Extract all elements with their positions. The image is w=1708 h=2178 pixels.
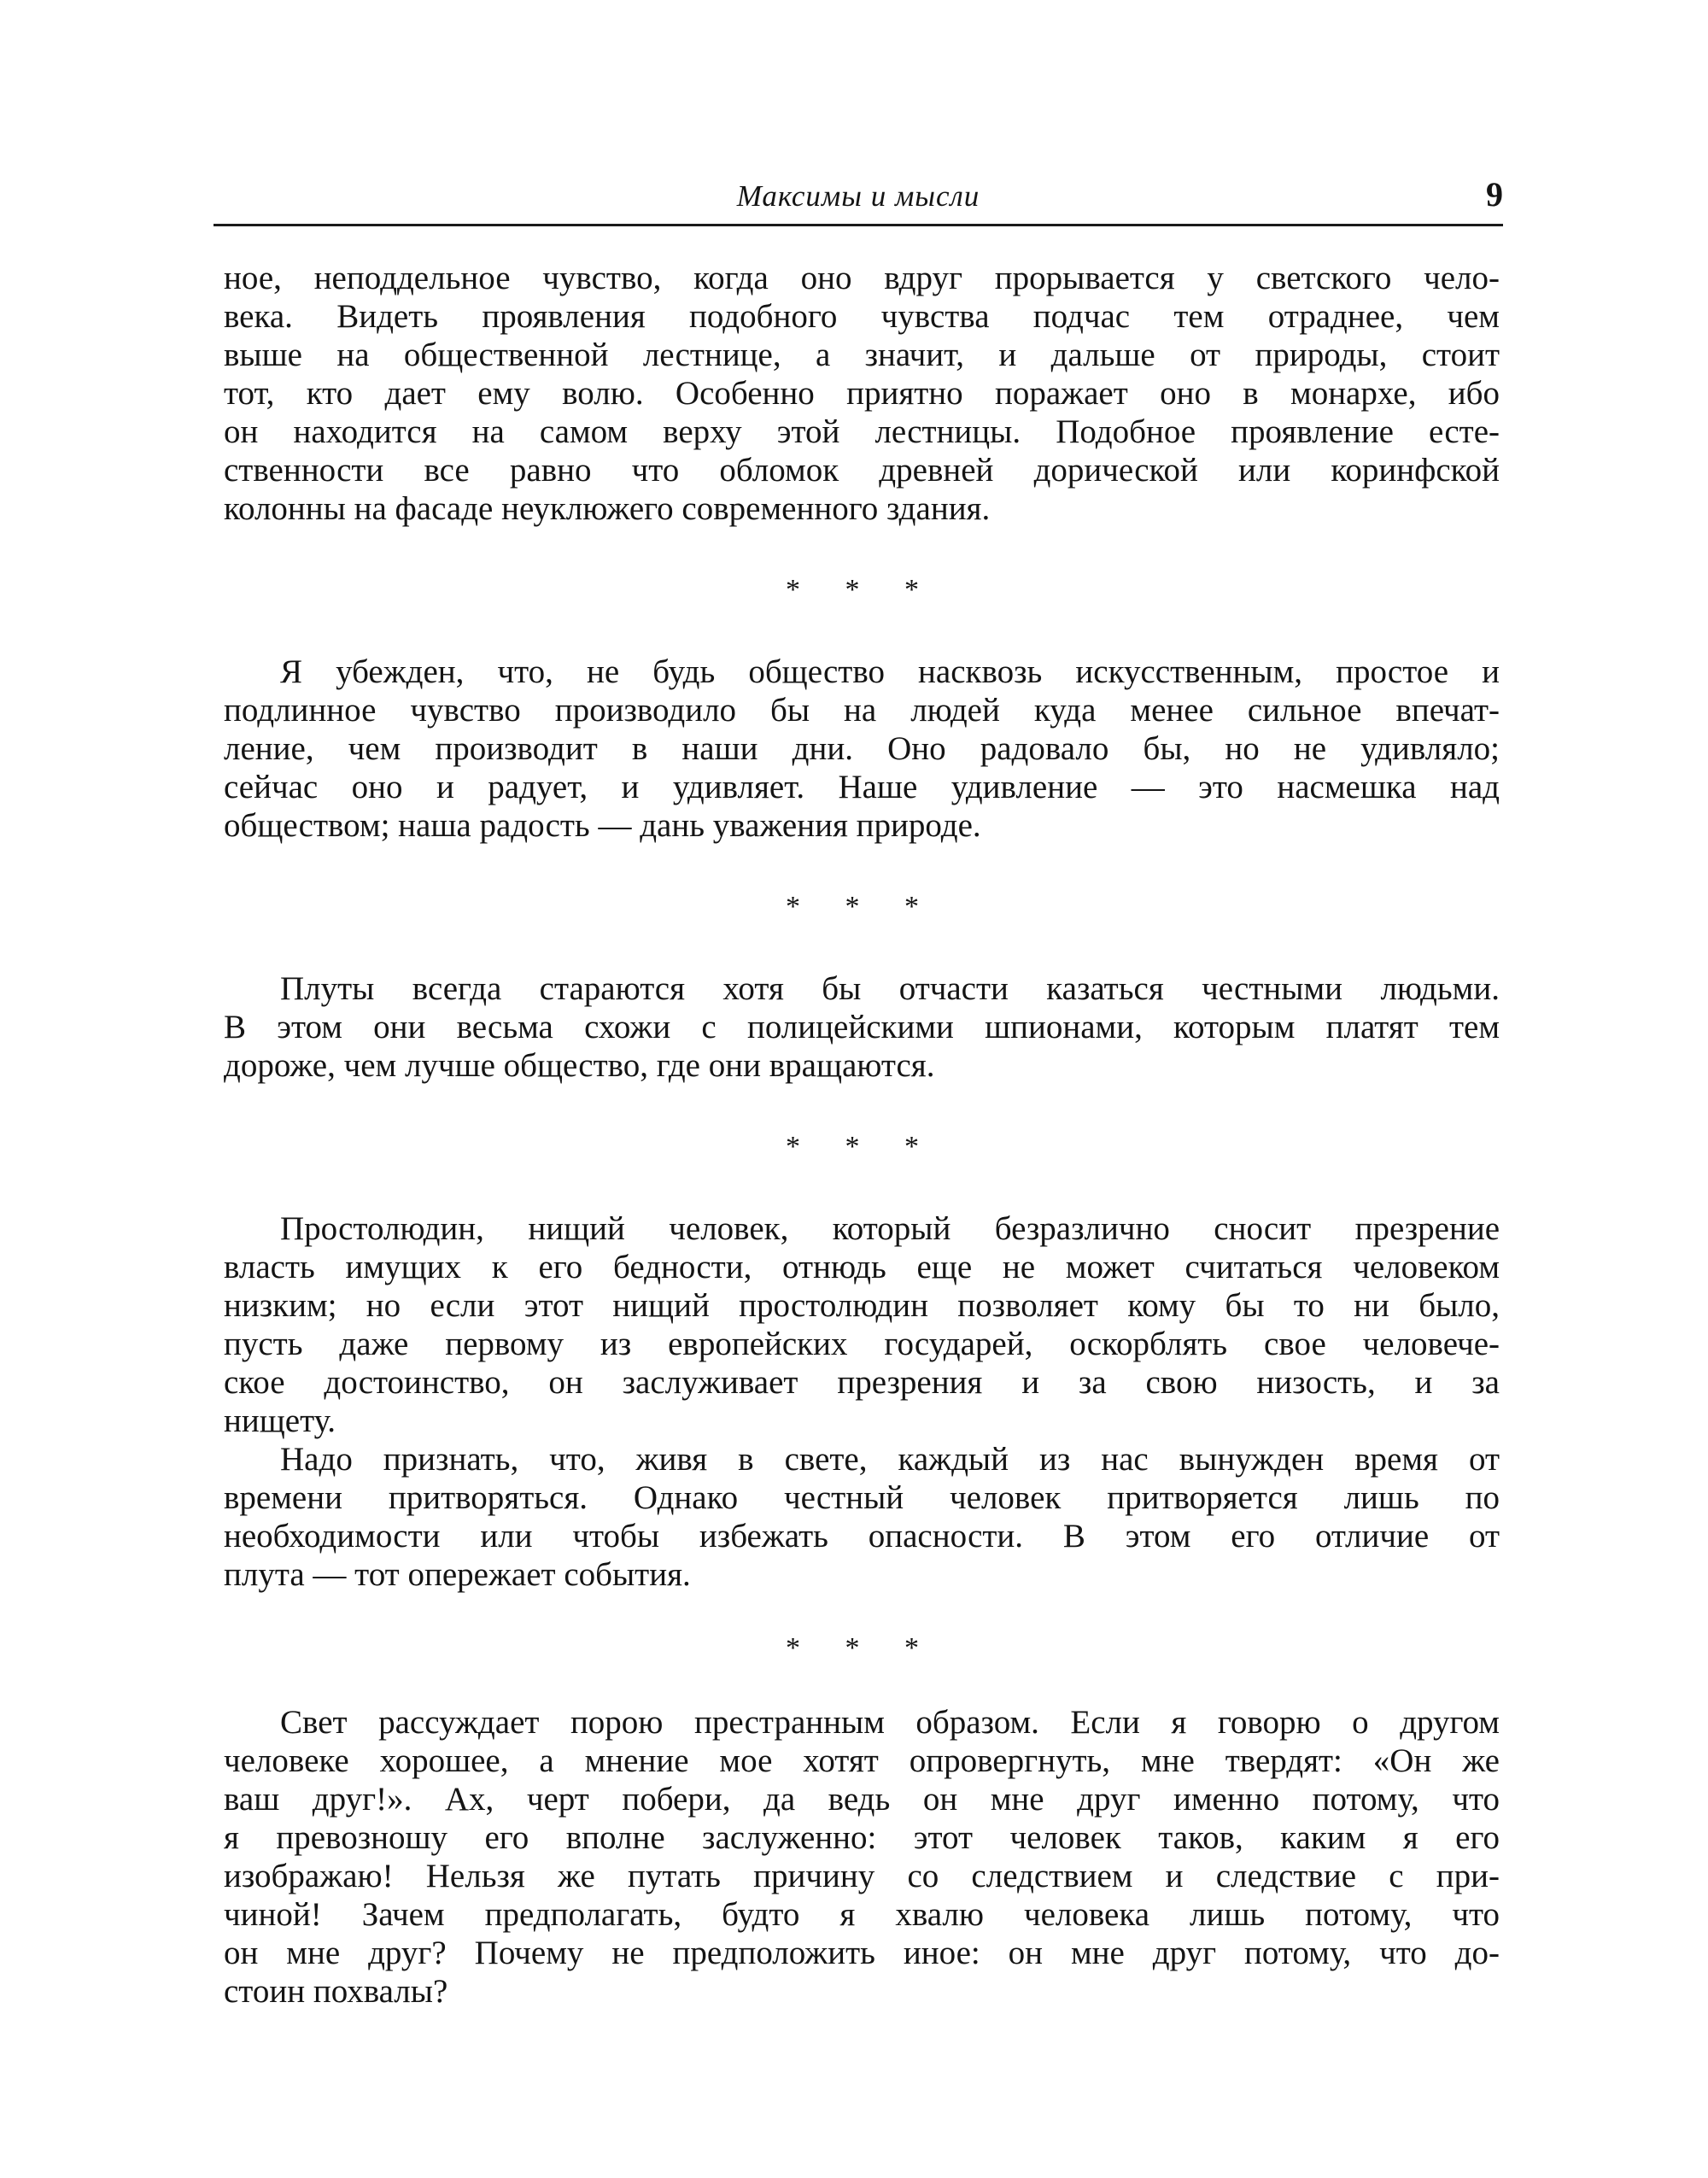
text-line: В этом они весьма схожи с полицейскими шпионами, которым платят тем	[224, 1009, 1500, 1045]
text-line: Простолюдин, нищий человек, который безразлично сносит презрение	[280, 1210, 1500, 1247]
text-line: ское достоинство, он заслуживает презрения и за свою низость, и за	[224, 1364, 1500, 1401]
paragraph	[224, 259, 1500, 528]
text-line: низким; но если этот нищий простолюдин позволяет кому бы то ни было,	[224, 1287, 1500, 1324]
page-number: 9	[1486, 175, 1503, 214]
section-separator: * * *	[786, 891, 938, 922]
text-line: Свет рассуждает порою престранным образом. Если я говорю о другом	[280, 1704, 1500, 1741]
running-header	[214, 171, 1503, 222]
text-line: подлинное чувство производило бы на людей куда менее сильное впечат-	[224, 692, 1500, 729]
text-line: ное, неподдельное чувство, когда оно вдруг прорывается у светского чело-	[224, 260, 1500, 296]
text-line: ственности все равно что обломок древней дорической или коринфской	[224, 452, 1500, 489]
text-line: времени притворяться. Однако честный человек притворяется лишь по	[224, 1479, 1500, 1516]
text-line: дороже, чем лучше общество, где они вращаются.	[224, 1047, 935, 1084]
text-line: он мне друг? Почему не предположить иное: он мне друг потому, что до-	[224, 1935, 1500, 1971]
running-title: Максимы и мысли	[736, 179, 980, 213]
text-line: выше на общественной лестнице, а значит, и дальше от природы, стоит	[224, 337, 1500, 373]
body-text	[224, 259, 1500, 2011]
text-line: плута — тот опережает события.	[224, 1556, 691, 1593]
section-separator: * * *	[786, 574, 938, 606]
paragraph	[224, 1703, 1500, 2011]
text-line: ваш друг!». Ах, черт побери, да ведь он мне друг именно потому, что	[224, 1781, 1500, 1818]
text-line: ление, чем производит в наши дни. Оно радовало бы, но не удивляло;	[224, 730, 1500, 767]
paragraph	[224, 653, 1500, 845]
text-line: я превозношу его вполне заслуженно: этот человек таков, каким я его	[224, 1819, 1500, 1856]
text-line: Плуты всегда стараются хотя бы отчасти казаться честными людьми.	[280, 970, 1500, 1007]
text-line: он находится на самом верху этой лестницы. Подобное проявление есте-	[224, 413, 1500, 450]
text-line: обществом; наша радость — дань уважения природе.	[224, 807, 981, 844]
text-line: человеке хорошее, а мнение мое хотят опровергнуть, мне твердят: «Он же	[224, 1742, 1500, 1779]
paragraph	[224, 969, 1500, 1085]
text-line: тот, кто дает ему волю. Особенно приятно поражает оно в монархе, ибо	[224, 375, 1500, 412]
text-line: стоин похвалы?	[224, 1973, 448, 2010]
text-line: необходимости или чтобы избежать опасности. В этом его отличие от	[224, 1518, 1500, 1554]
paragraph	[224, 1440, 1500, 1594]
text-line: чиной! Зачем предполагать, будто я хвалю человека лишь потому, что	[224, 1896, 1500, 1933]
text-line: пусть даже первому из европейских государей, оскорблять свое человече-	[224, 1326, 1500, 1362]
section-separator: * * *	[786, 1131, 938, 1162]
text-line: нищету.	[224, 1402, 336, 1439]
text-line: сейчас оно и радует, и удивляет. Наше удивление — это насмешка над	[224, 769, 1500, 805]
header-rule	[214, 224, 1503, 226]
text-line: власть имущих к его бедности, отнюдь еще не может считаться человеком	[224, 1249, 1500, 1285]
text-line: Я убежден, что, не будь общество насквозь искусственным, простое и	[280, 653, 1500, 690]
text-line: колонны на фасаде неуклюжего современного здания.	[224, 490, 991, 527]
section-separator: * * *	[786, 1632, 938, 1664]
text-line: века. Видеть проявления подобного чувства подчас тем отраднее, чем	[224, 298, 1500, 335]
text-line: изображаю! Нельзя же путать причину со следствием и следствие с при-	[224, 1858, 1500, 1894]
paragraph	[224, 1209, 1500, 1440]
text-line: Надо признать, что, живя в свете, каждый из нас вынужден время от	[280, 1441, 1500, 1478]
